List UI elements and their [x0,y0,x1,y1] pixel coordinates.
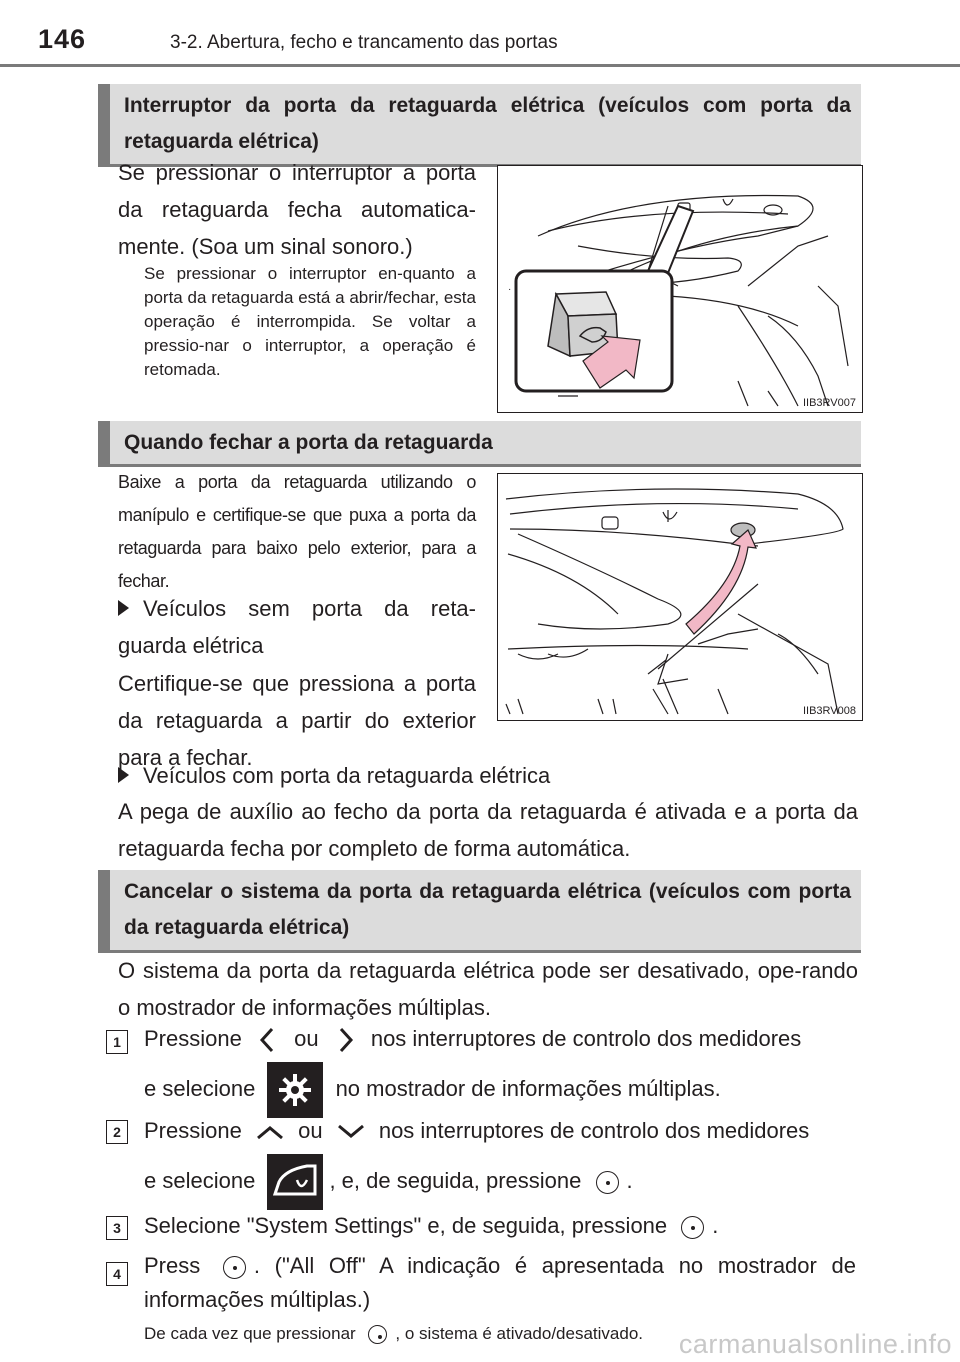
chapter-title: 3-2. Abertura, fecho e trancamento das portas [170,32,558,53]
bullet-triangle-icon [118,767,129,783]
figure-closing-tailgate [497,473,863,721]
closing-tailgate-illustration [498,474,862,720]
svg-text:·: · [508,284,512,295]
bullet1-text: Certifique-se que pressiona a porta da retaguarda a partir do exterior para a fechar. [118,671,476,770]
section1-note: Se pressionar o interruptor en-quanto a porta da retaguarda está a abrir/fechar, esta operação é interrompida. Se voltar a pressio-nar o interruptor, a operação é retomada. [144,264,476,379]
chevron-down-icon [329,1120,373,1144]
step-4: Press . ("All Off" A indicação é apresentada no mostrador de informações múltiplas.) [144,1253,856,1312]
bullet-triangle-icon [118,600,129,616]
section2-text: Baixe a porta da retaguarda utilizando o manípulo e certifique-se que puxa a porta da retaguarda para baixo pelo exterior, para a fechar. [118,472,476,591]
header-divider [0,64,960,67]
chevron-right-icon [325,1025,365,1055]
step-3: Selecione "System Settings" e, de seguida, pressione . [144,1213,719,1238]
section-heading-power-door-switch: Interruptor da porta da retaguarda elétrica (veículos com porta da retaguarda elétrica) [98,84,861,167]
section-heading-cancel-system: Cancelar o sistema da porta da retaguarda elétrica (veículos com porta da retaguarda elétrica) [98,870,861,953]
section-heading-closing: Quando fechar a porta da retaguarda [98,421,861,467]
section3-intro: O sistema da porta da retaguarda elétrica pode ser desativado, ope-rando o mostrador de informações múltiplas. [118,958,858,1020]
step-number: 2 [106,1120,128,1144]
tailgate-switch-illustration [498,166,862,412]
chevron-left-icon [248,1025,288,1055]
bullet2-text: A pega de auxílio ao fecho da porta da retaguarda é ativada e a porta da retaguarda fecha por completo de forma automática. [118,799,858,861]
bullet-with-power-door: Veículos com porta da retaguarda elétrica [118,757,863,794]
step-4-note: De cada vez que pressionar , o sistema é ativado/desativado. [144,1324,644,1343]
figure-code: IIB3RV007 [802,397,856,409]
step-2: Pressione ou nos interruptores de controlo dos medidores e selecione , e, de seguida, pressione . [144,1108,856,1210]
step-number: 4 [106,1262,128,1286]
step-1: Pressione ou nos interruptores de controlo dos medidores e selecione no mostrador de informações múltiplas. [144,1016,856,1118]
enter-button-icon [681,1216,704,1239]
figure-tailgate-switch [497,165,863,413]
step-number: 3 [106,1216,128,1240]
enter-button-icon [596,1171,619,1194]
step-number: 1 [106,1030,128,1054]
chevron-up-icon [248,1120,292,1144]
enter-button-icon [368,1325,387,1344]
watermark: carmanualsonline.info [678,1329,952,1359]
bullet-without-power-door: Veículos sem porta da reta-guarda elétrica [118,596,476,658]
section1-text: Se pressionar o interruptor a porta da retaguarda fecha automatica-mente. (Soa um sinal sonoro.) [118,160,476,259]
figure-code: IIB3RV008 [802,705,856,717]
vehicle-settings-icon [267,1154,323,1210]
enter-button-icon [223,1256,246,1279]
page-number: 146 [38,24,87,54]
